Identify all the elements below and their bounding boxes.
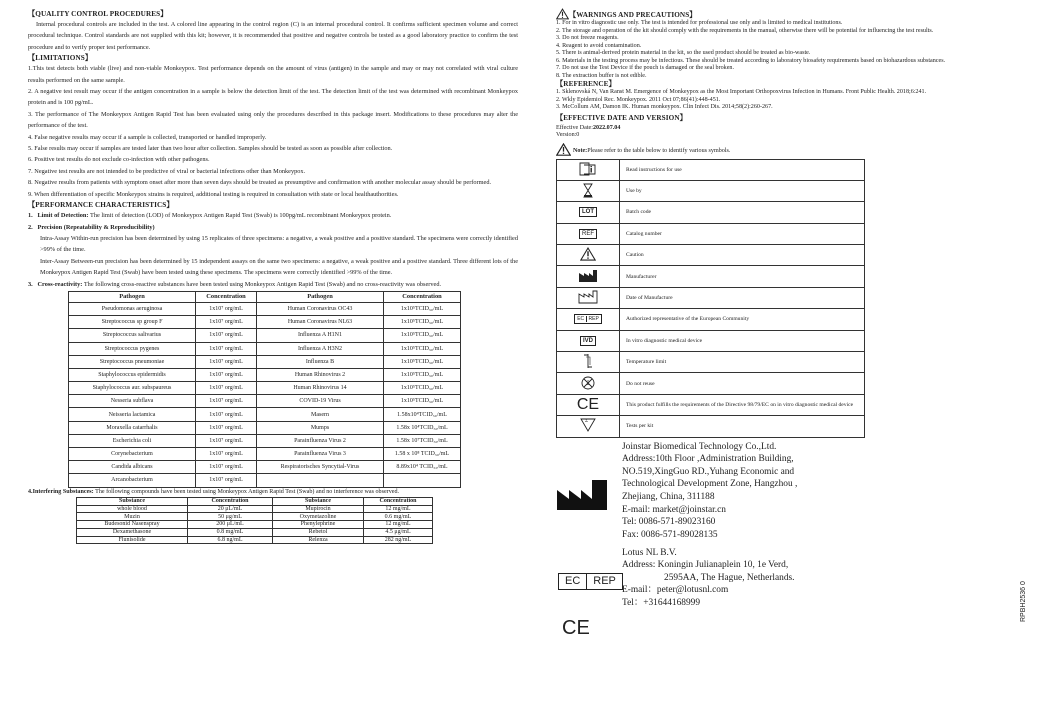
symbol-description: Batch code	[620, 202, 865, 223]
qc-body: Internal procedural controls are included in the test. A colored line appearing in the control region (C) is an internal procedural control. It confirms sufficient specimen volume and correct procedural technique. Control standards are not supplied with this kit; however, it is recommended that positive and negative controls be tested as a good laboratory practice to confirm the test procedure and to verify proper test performance.	[28, 21, 518, 51]
cross-reactivity-paragraph	[28, 279, 518, 290]
table-row	[69, 395, 461, 408]
lod-title: Limit of Detection:	[37, 212, 89, 220]
triangle-icon	[580, 418, 596, 432]
right-column	[556, 0, 1040, 639]
table-cell: Oxymetazoline	[273, 513, 364, 521]
precision-title-line	[28, 222, 518, 233]
limitation-item: 2. A negative test result may occur if the antigen concentration in a sample is below the detection limit of the test. The detection limit of the test was determined with recombinant Monkeypox protein and is 100 pg/mL.	[28, 88, 518, 107]
warning-item: 2. The storage and operation of the kit should comply with the requirements in the manual, otherwise there will be potential for influencing the test results.	[556, 27, 934, 34]
table-cell: Phenylephrine	[273, 521, 364, 529]
symbol-cell	[557, 330, 620, 351]
symbol-row	[557, 202, 865, 223]
column-header: Pathogen	[257, 291, 384, 302]
symbol-row	[557, 330, 865, 351]
symbol-row	[557, 373, 865, 394]
ec-label: EC	[577, 316, 585, 323]
symbol-description: Temperature limit	[620, 352, 865, 373]
ec-rep-line: 2595AA, The Hague, Netherlands.	[664, 572, 795, 583]
limitation-item: 6. Positive test results do not exclude co-infection with other pathogens.	[28, 156, 210, 164]
warning-item: 1. For in vitro diagnostic use only. The test is intended for professional use only and is limited to medical institutions.	[556, 20, 843, 26]
warning-item: 3. Do not freeze reagents.	[556, 35, 619, 41]
do-not-reuse-icon	[581, 376, 595, 390]
lot-icon: LOT	[579, 207, 597, 217]
table-cell: Corynebacterium	[69, 448, 196, 461]
table-cell: 1x10⁵TCID₅₀/mL	[384, 382, 461, 395]
limitation-item: 5. False results may occur if samples are tested later than two hour after collection. Samples should be tested as soon as possible after collection.	[28, 145, 393, 153]
table-row	[69, 474, 461, 487]
table-cell: Muzin	[77, 513, 188, 521]
table-cell: 20 μL/mL	[188, 505, 273, 513]
table-cell: Mupirocin	[273, 505, 364, 513]
table-row	[69, 408, 461, 421]
table-cell: Pseudomonas aeruginosa	[69, 302, 196, 315]
table-cell: Streptococcus sp group F	[69, 316, 196, 329]
symbol-cell	[557, 352, 620, 373]
reference-list	[556, 89, 1040, 112]
precision-number: 2.	[28, 223, 33, 231]
table-row	[69, 316, 461, 329]
table-cell: Human Coronavirus OC43	[257, 302, 384, 315]
limitation-item: 1.This test detects both viable (live) and non-viable Monkeypox. Test performance depends on the amount of virus (antigen) in the sample and may or may not correlated with viral culture results performed on the same sample.	[28, 65, 518, 84]
table-cell: 1x10⁷ org/mL	[196, 302, 257, 315]
manufacturer-icon	[578, 269, 598, 283]
symbol-row	[557, 309, 865, 330]
table-cell: 6.8 ng/mL	[188, 536, 273, 544]
symbol-row	[557, 245, 865, 266]
table-cell: 0.6 mg/mL	[364, 513, 433, 521]
cross-number: 3.	[28, 280, 33, 288]
manufacturer-line: Technological Development Zone, Hangzhou ,	[622, 479, 798, 490]
table-row	[77, 513, 433, 521]
interfering-rows	[77, 505, 433, 543]
table-cell: 1x10⁵TCID₅₀/mL	[384, 329, 461, 342]
column-header: Substance	[77, 498, 188, 506]
note-text-wrap	[573, 148, 730, 156]
table-cell: 4.5 μg/mL	[364, 528, 433, 536]
document-code: RPBH2536 0	[1020, 581, 1027, 622]
manufacturer-line: Zhejiang, China, 311188	[622, 491, 715, 502]
table-cell: Streptococcus pneumoniae	[69, 355, 196, 368]
table-cell: Budesonid Nasenspray	[77, 521, 188, 529]
warning-item: 7. Do not use the Test Device if the pouch is damaged or the seal broken.	[556, 65, 734, 71]
table-cell: 1x10⁵TCID₅₀/mL	[384, 316, 461, 329]
interfering-paragraph	[28, 489, 518, 497]
symbol-description: Manufacturer	[620, 266, 865, 287]
table-row	[69, 421, 461, 434]
ec-rep-address	[622, 547, 795, 610]
table-cell: 1.58x 10⁴TCID₅₀/mL	[384, 421, 461, 434]
performance-heading: 【PERFORMANCE CHARACTERISTICS】	[28, 201, 174, 210]
table-row	[69, 382, 461, 395]
limitation-item: 9. When differentiation of specific Monkeypox strains is required, additional testing is required in consultation with state or local healthauthorities.	[28, 190, 399, 198]
lod-number: 1.	[28, 212, 33, 220]
table-cell: 1x10⁷ org/mL	[196, 448, 257, 461]
table-cell: 1x10⁵TCID₅₀/mL	[384, 302, 461, 315]
symbol-description: Catalog number	[620, 223, 865, 244]
manufacturer-name: Joinstar Biomedical Technology Co.,Ltd.	[622, 441, 777, 452]
effective-date-value: 2022.07.04	[592, 124, 621, 131]
symbol-row	[557, 394, 865, 415]
table-cell: Staphylococcus epidermidis	[69, 368, 196, 381]
lod-text: The limit of detection (LOD) of Monkeypox Antigen Rapid Test (Swab) is 100pg/mL recombinant Monkeypox protein.	[90, 212, 392, 220]
ec-rep-block	[556, 547, 1040, 613]
symbol-description: Tests per kit	[620, 416, 865, 437]
effective-heading: 【EFFECTIVE DATE AND VERSION】	[556, 113, 687, 122]
manufacturer-email: E-mail: market@joinstar.cn	[622, 504, 726, 515]
table-cell: 1x10⁵TCID₅₀/mL	[384, 395, 461, 408]
table-cell: Escherichia coli	[69, 434, 196, 447]
table-cell: 12 mg/mL	[364, 505, 433, 513]
interfering-table	[76, 497, 433, 544]
note-label: Note:	[573, 148, 588, 154]
symbol-row	[557, 416, 865, 437]
table-cell: 1x10⁵TCID₅₀/mL	[384, 368, 461, 381]
table-cell: Staphylococcus aur. subspaureus	[69, 382, 196, 395]
table-cell: 282 ng/mL	[364, 536, 433, 544]
table-cell: Parainfluenza Virus 2	[257, 434, 384, 447]
symbol-cell	[557, 266, 620, 287]
table-row	[69, 461, 461, 474]
table-row	[77, 536, 433, 544]
limitation-item: 4. False negative results may occur if a sample is collected, transported or handled improperly.	[28, 133, 267, 141]
column-header: Concentration	[384, 291, 461, 302]
note-line	[556, 143, 1040, 156]
caution-icon	[580, 247, 596, 261]
table-cell: Neisseria lactamica	[69, 408, 196, 421]
symbol-cell	[557, 416, 620, 437]
warning-item: 8. The extraction buffer is not edible.	[556, 72, 647, 79]
limitations-heading: 【LIMITATIONS】	[28, 54, 93, 63]
symbol-cell	[557, 180, 620, 201]
table-cell: 1x10⁷ org/mL	[196, 474, 257, 487]
table-cell: Arcanobacterium	[69, 474, 196, 487]
ec-rep-tel: Tel：+31644168999	[622, 597, 701, 608]
table-cell: 1.58x 10⁷TCID₅₀/mL	[384, 434, 461, 447]
symbol-description: This product fulfills the requirements of the Directive 98/79/EC on in vitro diagnostic medical device	[620, 394, 865, 415]
manufacturer-line: Address:10th Floor ,Administration Building,	[622, 454, 794, 465]
limitation-item: 8. Negative results from patients with symptom onset after more than seven days should be treated as presumptive and confirmation with another molecular assay should be performed.	[28, 179, 492, 187]
table-cell: 0.8 mg/mL	[188, 528, 273, 536]
symbol-cell	[557, 309, 620, 330]
table-cell: Human Coronavirus NL63	[257, 316, 384, 329]
column-header: Concentration	[364, 498, 433, 506]
table-cell: Parainfluenza Virus 3	[257, 448, 384, 461]
warning-item: 5. There is animal-derived protein material in the kit, so the used product should be treated as bio-waste.	[556, 50, 811, 56]
tests-per-kit-icon	[580, 418, 596, 432]
sigma-label: Σ	[585, 419, 588, 425]
caution-icon	[556, 143, 571, 156]
symbol-cell	[557, 223, 620, 244]
left-column	[28, 0, 518, 544]
table-row	[69, 329, 461, 342]
table-cell: 50 μg/mL	[188, 513, 273, 521]
table-cell: 8.89x10⁴ TCID₅₀/mL	[384, 461, 461, 474]
symbol-row	[557, 223, 865, 244]
ec-rep-email: E-mail：peter@lotusnl.com	[622, 585, 729, 596]
table-cell: Streptococcus salivarius	[69, 329, 196, 342]
reference-heading: 【REFERENCE】	[556, 80, 616, 88]
ec-rep-line: Address: Koningin Julianaplein 10, 1e Verd,	[622, 560, 789, 571]
thermometer-icon	[582, 353, 594, 369]
symbol-description: Authorized representative of the European Community	[620, 309, 865, 330]
interfering-title: 4.Interfering Substances:	[28, 488, 94, 495]
warnings-heading: 【WARNINGS AND PRECAUTIONS】	[569, 11, 697, 19]
table-cell: Flunisolide	[77, 536, 188, 544]
symbol-row	[557, 287, 865, 308]
symbol-cell	[557, 159, 620, 180]
table-row	[77, 521, 433, 529]
manufacturer-line: NO.519,XingGuo RD.,Yuhang Economic and	[622, 466, 795, 477]
table-cell: 1x10⁷ org/mL	[196, 329, 257, 342]
table-row	[77, 528, 433, 536]
symbol-cell	[557, 394, 620, 415]
column-header: Concentration	[188, 498, 273, 506]
cross-text: The following cross-reactive substances have been tested using Monkeypox Antigen Rapid Test (Swab) and no cross-reactivity was observed.	[83, 280, 442, 288]
precision-inter: Inter-Assay Between-run precision has been determined by 15 independent assays on the same two specimens: a negative, a weak positive and a positive standard. Three different lots of the Monkeypox Antigen Rapid Test (Swab) have been tested using these specimens. The specimens were correctly identified >99% of the time.	[40, 257, 518, 277]
ec-rep-name: Lotus NL B.V.	[622, 547, 677, 558]
cross-title: Cross-reactivity:	[37, 280, 83, 288]
symbol-row	[557, 266, 865, 287]
note-text: Please refer to the table below to identify various symbols.	[587, 148, 731, 154]
table-cell: Mumps	[257, 421, 384, 434]
symbol-row	[557, 159, 865, 180]
manufacturer-block	[556, 441, 1040, 547]
table-cell: Influenza B	[257, 355, 384, 368]
symbol-cell	[557, 245, 620, 266]
limitations-list	[28, 63, 518, 200]
ce-icon: CE	[576, 395, 600, 413]
warnings-list	[556, 20, 1040, 80]
table-cell: 1x10⁷ org/mL	[196, 316, 257, 329]
table-row	[69, 302, 461, 315]
table-cell: Influenza A H3N2	[257, 342, 384, 355]
table-cell: 1x10⁷ org/mL	[196, 355, 257, 368]
ec-rep-icon	[558, 573, 623, 590]
table-cell: Candida albicans	[69, 461, 196, 474]
symbol-description: In vitro diagnostic medical device	[620, 330, 865, 351]
table-cell: 1.58 x 10⁸ TCID₅₀/mL	[384, 448, 461, 461]
cross-reactivity-rows	[69, 302, 461, 487]
table-cell: Rebetol	[273, 528, 364, 536]
manufacturer-address	[622, 441, 797, 542]
table-cell: COVID-19 Virus	[257, 395, 384, 408]
ec-label: EC	[559, 574, 587, 589]
table-header-row	[77, 498, 433, 506]
warnings-heading-row	[556, 8, 1040, 20]
table-row	[69, 355, 461, 368]
rep-label: REP	[593, 574, 616, 587]
symbol-description: Do not reuse	[620, 373, 865, 394]
ivd-icon: IVD	[580, 336, 596, 346]
table-cell: 1x10⁷ org/mL	[196, 434, 257, 447]
qc-heading: 【QUALITY CONTROL PROCEDURES】	[28, 10, 168, 18]
instructions-icon	[579, 162, 597, 176]
reference-item: 1. Sklenovská N, Van Ranst M. Emergence of Monkeypox as the Most Important Orthopoxvirus Infection in Humans. Front Public Health. 2018;6:241.	[556, 89, 927, 95]
table-row	[69, 448, 461, 461]
table-cell: 1x10⁷ org/mL	[196, 342, 257, 355]
symbol-row	[557, 180, 865, 201]
version-line: Version:0	[556, 132, 580, 138]
column-header: Concentration	[196, 291, 257, 302]
warning-item: 6. Materials in the testing process may be infectious. These should be treated according to laboratory biosafety requirements based on biohazardous substances.	[556, 57, 946, 64]
manufacturer-icon	[556, 479, 608, 511]
table-cell: 1x10⁷ org/mL	[196, 382, 257, 395]
table-row	[77, 505, 433, 513]
table-cell: 1x10⁷ org/mL	[196, 368, 257, 381]
table-cell: 12 mg/mL	[364, 521, 433, 529]
symbol-description: Read instructions for use	[620, 159, 865, 180]
precision-title: Precision (Repeatability & Reproducibility)	[37, 223, 155, 231]
effective-date-line	[556, 125, 1040, 133]
cross-reactivity-table	[68, 291, 461, 488]
table-cell: Masern	[257, 408, 384, 421]
table-cell: whole blood	[77, 505, 188, 513]
table-header-row	[69, 291, 461, 302]
table-row	[69, 434, 461, 447]
symbol-cell	[557, 202, 620, 223]
interfering-text: The following compounds have been tested using Monkeypox Antigen Rapid Test (Swab) and no interference was observed.	[95, 488, 400, 495]
caution-icon	[556, 8, 569, 20]
table-cell: 1x10⁵TCID₅₀/mL	[384, 355, 461, 368]
limitation-item: 7. Negative test results are not intended to be predictive of viral or bacterial infections other than Monkeypox.	[28, 167, 306, 175]
table-cell: 1x10⁷ org/mL	[196, 395, 257, 408]
table-cell: 200 μL/mL	[188, 521, 273, 529]
table-cell: 1.58x10⁴TCID₅₀/mL	[384, 408, 461, 421]
reference-item: 3. McCollum AM, Damon IK. Human monkeypox. Clin Infect Dis. 2014;58(2):260-267.	[556, 104, 773, 110]
ce-mark: CE	[562, 616, 590, 639]
manufacturer-tel: Tel: 0086-571-89023160	[622, 517, 716, 528]
precision-intra: Intra-Assay Within-run precision has been determined by using 15 replicates of three specimens: a negative, a weak positive and a positive standard. The specimens were correctly identified >99% of the time.	[40, 234, 518, 254]
symbols-table	[556, 159, 865, 438]
rep-label: REP	[586, 316, 599, 322]
table-cell: Streptococcus pygenes	[69, 342, 196, 355]
table-cell: Respiratorisches Syncytial-Virus	[257, 461, 384, 474]
lod-paragraph	[28, 210, 518, 221]
symbol-description: Date of Manufacture	[620, 287, 865, 308]
symbol-description: Use by	[620, 180, 865, 201]
limitation-item: 3. The performance of The Monkeypox Antigen Rapid Test has been evaluated using only the procedures described in this package insert. Modifications to these procedures may alter the performance of the test.	[28, 110, 518, 130]
symbol-cell	[557, 373, 620, 394]
hourglass-icon	[582, 183, 594, 198]
manufacturer-fax: Fax: 0086-571-89028135	[622, 529, 718, 540]
table-cell: Nesseria subflava	[69, 395, 196, 408]
ref-icon: REF	[579, 229, 597, 239]
table-cell: Human Rhinovirus 2	[257, 368, 384, 381]
symbol-cell	[557, 287, 620, 308]
table-cell: Dexamethasone	[77, 528, 188, 536]
table-cell: Relenza	[273, 536, 364, 544]
table-cell: 1x10⁷ org/mL	[196, 461, 257, 474]
warning-item: 4. Reagent to avoid contamination.	[556, 42, 642, 49]
column-header: Substance	[273, 498, 364, 506]
table-cell: Influenza A H1N1	[257, 329, 384, 342]
table-cell	[257, 474, 384, 487]
reference-item: 2. Wkly Epidemiol Rec. Monkeypox. 2011 Oct 07;86(41):448-451.	[556, 96, 721, 103]
table-row	[69, 342, 461, 355]
ec-rep-icon	[574, 314, 602, 324]
symbol-description: Caution	[620, 245, 865, 266]
effective-date-label: Effective Date:	[556, 124, 593, 131]
column-header: Pathogen	[69, 291, 196, 302]
table-cell: 1x10⁷ org/mL	[196, 408, 257, 421]
date-of-manufacture-icon	[578, 290, 598, 304]
symbol-row	[557, 352, 865, 373]
table-cell: 1x10⁵TCID₅₀/mL	[384, 342, 461, 355]
table-cell	[384, 474, 461, 487]
table-cell: Human Rhinovirus 14	[257, 382, 384, 395]
svg-text:2: 2	[586, 380, 590, 387]
table-cell: Moraxella catarrhalis	[69, 421, 196, 434]
table-row	[69, 368, 461, 381]
table-cell: 1x10⁷ org/mL	[196, 421, 257, 434]
